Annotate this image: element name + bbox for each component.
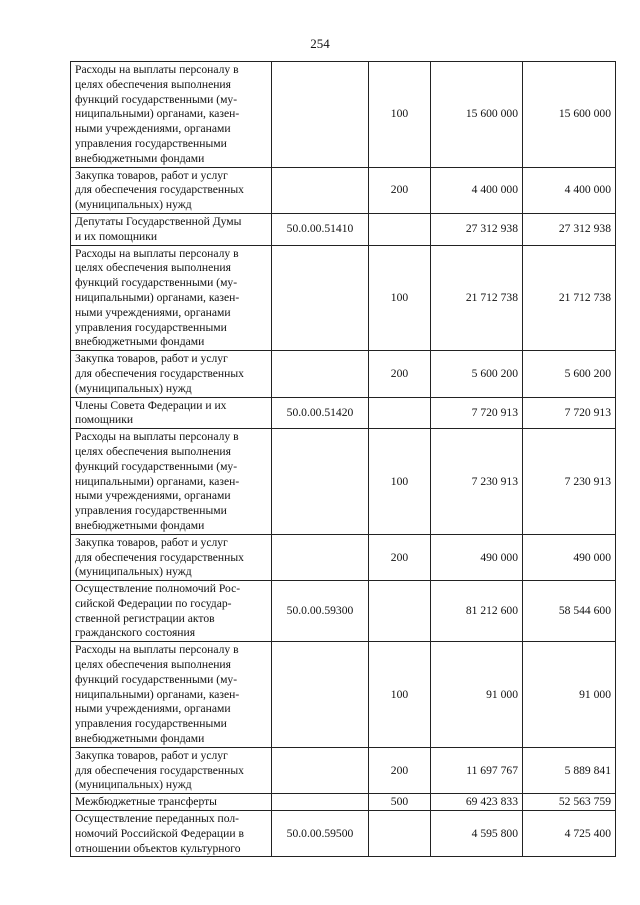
expense-name-line: для обеспечения государственных	[75, 550, 244, 564]
target-code-cell: 50.0.00.59500	[272, 811, 369, 857]
expense-name-line: (муниципальных) нужд	[75, 381, 192, 395]
amount-first-year-cell: 27 312 938	[431, 213, 523, 245]
expense-name-cell	[71, 429, 272, 535]
expense-name-line: ственной регистрации актов	[75, 611, 215, 625]
expense-name-line: отношении объектов культурного	[75, 841, 241, 855]
expense-name-cell	[71, 534, 272, 580]
table-row	[71, 747, 616, 793]
amount-second-year-cell: 490 000	[523, 534, 616, 580]
table-row	[71, 642, 616, 748]
expense-name-line: Закупка товаров, работ и услуг	[75, 748, 228, 762]
expense-name-line: Члены Совета Федерации и их	[75, 398, 227, 412]
expense-name-line: ными учреждениями, органами	[75, 702, 231, 716]
expense-name-cell	[71, 794, 272, 811]
budget-table-body	[71, 62, 616, 857]
expense-name-line: ниципальными) органами, казен-	[75, 290, 240, 304]
target-code-cell	[272, 167, 369, 213]
table-row	[71, 811, 616, 857]
amount-first-year-cell: 69 423 833	[431, 794, 523, 811]
target-code-cell	[272, 534, 369, 580]
expense-name-line: Закупка товаров, работ и услуг	[75, 535, 228, 549]
expense-name-line: целях обеспечения выполнения	[75, 444, 231, 458]
table-row	[71, 167, 616, 213]
target-code-cell	[272, 245, 369, 351]
expense-type-cell: 100	[369, 429, 431, 535]
expense-name-line: Расходы на выплаты персоналу в	[75, 430, 239, 444]
expense-name-line: ными учреждениями, органами	[75, 122, 231, 136]
target-code-cell	[272, 642, 369, 748]
expense-name-line: управления государственными	[75, 504, 227, 518]
table-row	[71, 62, 616, 168]
expense-name-cell	[71, 245, 272, 351]
expense-name-line: для обеспечения государственных	[75, 366, 244, 380]
expense-name-line: (муниципальных) нужд	[75, 198, 192, 212]
amount-second-year-cell: 52 563 759	[523, 794, 616, 811]
expense-type-cell: 200	[369, 167, 431, 213]
amount-second-year-cell: 7 720 913	[523, 397, 616, 429]
expense-name-cell	[71, 351, 272, 397]
amount-first-year-cell: 21 712 738	[431, 245, 523, 351]
amount-second-year-cell: 4 400 000	[523, 167, 616, 213]
expense-name-line: внебюджетными фондами	[75, 732, 205, 746]
page-number: 254	[310, 36, 330, 51]
expense-name-line: Осуществление переданных пол-	[75, 812, 240, 826]
budget-table	[70, 61, 616, 857]
amount-first-year-cell: 4 400 000	[431, 167, 523, 213]
expense-name-line: управления государственными	[75, 136, 227, 150]
expense-name-cell	[71, 581, 272, 642]
amount-first-year-cell: 91 000	[431, 642, 523, 748]
table-row	[71, 245, 616, 351]
table-row	[71, 581, 616, 642]
expense-name-line: (муниципальных) нужд	[75, 778, 192, 792]
expense-name-line: ными учреждениями, органами	[75, 305, 231, 319]
amount-first-year-cell: 7 230 913	[431, 429, 523, 535]
expense-name-line: целях обеспечения выполнения	[75, 77, 231, 91]
expense-name-line: внебюджетными фондами	[75, 335, 205, 349]
target-code-cell	[272, 62, 369, 168]
target-code-cell	[272, 351, 369, 397]
expense-name-line: управления государственными	[75, 320, 227, 334]
expense-name-line: целях обеспечения выполнения	[75, 658, 231, 672]
amount-second-year-cell: 15 600 000	[523, 62, 616, 168]
amount-first-year-cell: 15 600 000	[431, 62, 523, 168]
expense-name-line: Расходы на выплаты персоналу в	[75, 246, 239, 260]
expense-name-line: для обеспечения государственных	[75, 763, 244, 777]
expense-name-line: номочий Российской Федерации в	[75, 826, 244, 840]
expense-type-cell: 500	[369, 794, 431, 811]
table-row	[71, 351, 616, 397]
amount-second-year-cell: 5 600 200	[523, 351, 616, 397]
amount-first-year-cell: 11 697 767	[431, 747, 523, 793]
target-code-cell	[272, 747, 369, 793]
expense-name-line: функций государственными (му-	[75, 92, 238, 106]
expense-name-cell	[71, 747, 272, 793]
table-row	[71, 429, 616, 535]
expense-type-cell: 100	[369, 62, 431, 168]
expense-name-line: для обеспечения государственных	[75, 183, 244, 197]
expense-name-line: гражданского состояния	[75, 626, 196, 640]
expense-name-line: (муниципальных) нужд	[75, 565, 192, 579]
expense-name-line: Расходы на выплаты персоналу в	[75, 643, 239, 657]
table-row	[71, 534, 616, 580]
expense-name-cell	[71, 397, 272, 429]
expense-name-cell	[71, 213, 272, 245]
table-row	[71, 213, 616, 245]
expense-type-cell	[369, 581, 431, 642]
expense-name-line: функций государственными (му-	[75, 276, 238, 290]
amount-second-year-cell: 5 889 841	[523, 747, 616, 793]
expense-name-line: целях обеспечения выполнения	[75, 261, 231, 275]
expense-name-line: управления государственными	[75, 717, 227, 731]
expense-name-line: внебюджетными фондами	[75, 518, 205, 532]
expense-name-line: Расходы на выплаты персоналу в	[75, 63, 239, 76]
expense-name-line: Межбюджетные трансферты	[75, 795, 217, 809]
expense-name-line: функций государственными (му-	[75, 459, 238, 473]
amount-second-year-cell: 7 230 913	[523, 429, 616, 535]
expense-type-cell: 200	[369, 747, 431, 793]
amount-second-year-cell: 21 712 738	[523, 245, 616, 351]
expense-type-cell	[369, 811, 431, 857]
expense-name-line: Осуществление полномочий Рос-	[75, 582, 241, 596]
target-code-cell: 50.0.00.51410	[272, 213, 369, 245]
expense-name-cell	[71, 811, 272, 857]
expense-type-cell: 200	[369, 534, 431, 580]
amount-second-year-cell: 27 312 938	[523, 213, 616, 245]
expense-type-cell: 100	[369, 245, 431, 351]
expense-name-line: ными учреждениями, органами	[75, 489, 231, 503]
expense-name-line: и их помощники	[75, 229, 158, 243]
expense-name-line: помощники	[75, 413, 134, 427]
amount-first-year-cell: 4 595 800	[431, 811, 523, 857]
amount-second-year-cell: 58 544 600	[523, 581, 616, 642]
expense-type-cell: 200	[369, 351, 431, 397]
amount-second-year-cell: 4 725 400	[523, 811, 616, 857]
expense-name-cell	[71, 62, 272, 168]
expense-type-cell	[369, 397, 431, 429]
target-code-cell: 50.0.00.51420	[272, 397, 369, 429]
target-code-cell	[272, 429, 369, 535]
expense-name-line: ниципальными) органами, казен-	[75, 107, 240, 121]
table-row	[71, 794, 616, 811]
expense-type-cell: 100	[369, 642, 431, 748]
expense-type-cell	[369, 213, 431, 245]
expense-name-cell	[71, 167, 272, 213]
amount-first-year-cell: 81 212 600	[431, 581, 523, 642]
amount-second-year-cell: 91 000	[523, 642, 616, 748]
amount-first-year-cell: 7 720 913	[431, 397, 523, 429]
expense-name-line: функций государственными (му-	[75, 672, 238, 686]
amount-first-year-cell: 5 600 200	[431, 351, 523, 397]
expense-name-line: Закупка товаров, работ и услуг	[75, 352, 228, 366]
expense-name-line: ниципальными) органами, казен-	[75, 687, 240, 701]
target-code-cell	[272, 794, 369, 811]
expense-name-line: Закупка товаров, работ и услуг	[75, 168, 228, 182]
table-row	[71, 397, 616, 429]
target-code-cell: 50.0.00.59300	[272, 581, 369, 642]
expense-name-cell	[71, 642, 272, 748]
amount-first-year-cell: 490 000	[431, 534, 523, 580]
expense-name-line: ниципальными) органами, казен-	[75, 474, 240, 488]
expense-name-line: сийской Федерации по государ-	[75, 596, 232, 610]
expense-name-line: внебюджетными фондами	[75, 151, 205, 165]
expense-name-line: Депутаты Государственной Думы	[75, 214, 242, 228]
